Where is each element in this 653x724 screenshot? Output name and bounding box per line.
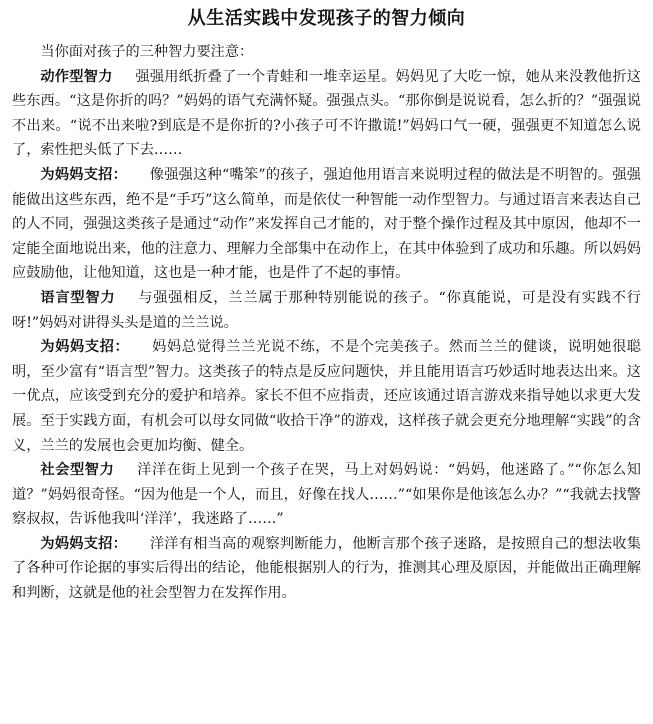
section-text: 妈妈总觉得兰兰光说不练，不是个完美孩子。然而兰兰的健谈，说明她很聪明，至少富有“语言型”智力。这类孩子的特点是反应问题快，并且能用语言巧妙适时地表达出来。这一优点，应该受到充分的爱护和培养。家长不但不应指责，还应该通过语言游戏来指导她以求更大发展。至于实践方面，有机会可以母女同做“收拾干净”的游戏，这样孩子就会更充分地理解“实践”的含义，兰兰的发展也会更加均衡、健全。 bbox=[12, 339, 641, 454]
section-label: 为妈妈支招： bbox=[40, 535, 128, 552]
section-action-intelligence bbox=[12, 65, 641, 163]
section-social-intelligence bbox=[12, 458, 641, 532]
intro-paragraph: 当你面对孩子的三种智力要注意： bbox=[40, 44, 254, 60]
section-language-tips bbox=[12, 335, 641, 458]
section-label: 社会型智力 bbox=[40, 462, 115, 479]
section-text: 洋洋在街上见到一个孩子在哭，马上对妈妈说：“妈妈，他迷路了。”“你怎么知道？”妈妈很奇怪。“因为他是一个人，而且，好像在找人……”“如果你是他该怎么办？”“我就去找警察叔叔，告诉他我叫‘洋洋’，我迷路了……” bbox=[12, 462, 641, 528]
section-label: 为妈妈支招： bbox=[40, 166, 128, 183]
section-action-tips bbox=[12, 163, 641, 286]
section-social-tips bbox=[12, 532, 641, 606]
section-text: 洋洋有相当高的观察判断能力，他断言那个孩子迷路，是按照自己的想法收集了各种可作论据的事实后得出的结论，他能根据别人的行为，推测其心理及原因，并能做出正确理解和判断，这就是他的社会型智力在发挥作用。 bbox=[12, 535, 641, 602]
section-language-intelligence bbox=[12, 286, 641, 335]
section-text: 像强强这种“嘴笨”的孩子，强迫他用语言来说明过程的做法是不明智的。强强能做出这些东西，绝不是“手巧”这么简单，而是依仗一种智能一动作型智力。与通过语言来表达自己的人不同，强强这类孩子是通过“动作”来发挥自己才能的，对于整个操作过程及其中原因，他却不一定能全面地说出来，他的注意力、理解力全部集中在动作上，在其中体验到了成功和乐趣。所以妈妈应鼓励他，让他知道，这也是一种才能，也是件了不起的事情。 bbox=[12, 166, 641, 282]
section-text: 强强用纸折叠了一个青蛙和一堆幸运星。妈妈见了大吃一惊，她从来没教他折这些东西。“这是你折的吗？”妈妈的语气充满怀疑。强强点头。“那你倒是说说看，怎么折的？”强强说不出来。“说不出来啦?到底是不是你折的?小孩子可不许撒谎!”妈妈口气一硬，强强更不知道怎么说了，索性把头低了下去…… bbox=[12, 68, 641, 159]
section-text: 与强强相反，兰兰属于那种特别能说的孩子。“你真能说，可是没有实践不行呀!”妈妈对讲得头头是道的兰兰说。 bbox=[12, 289, 641, 331]
section-label: 动作型智力 bbox=[40, 68, 113, 85]
section-label: 语言型智力 bbox=[40, 289, 116, 306]
section-label: 为妈妈支招： bbox=[40, 339, 130, 356]
document-title: 从生活实践中发现孩子的智力倾向 bbox=[187, 8, 466, 29]
